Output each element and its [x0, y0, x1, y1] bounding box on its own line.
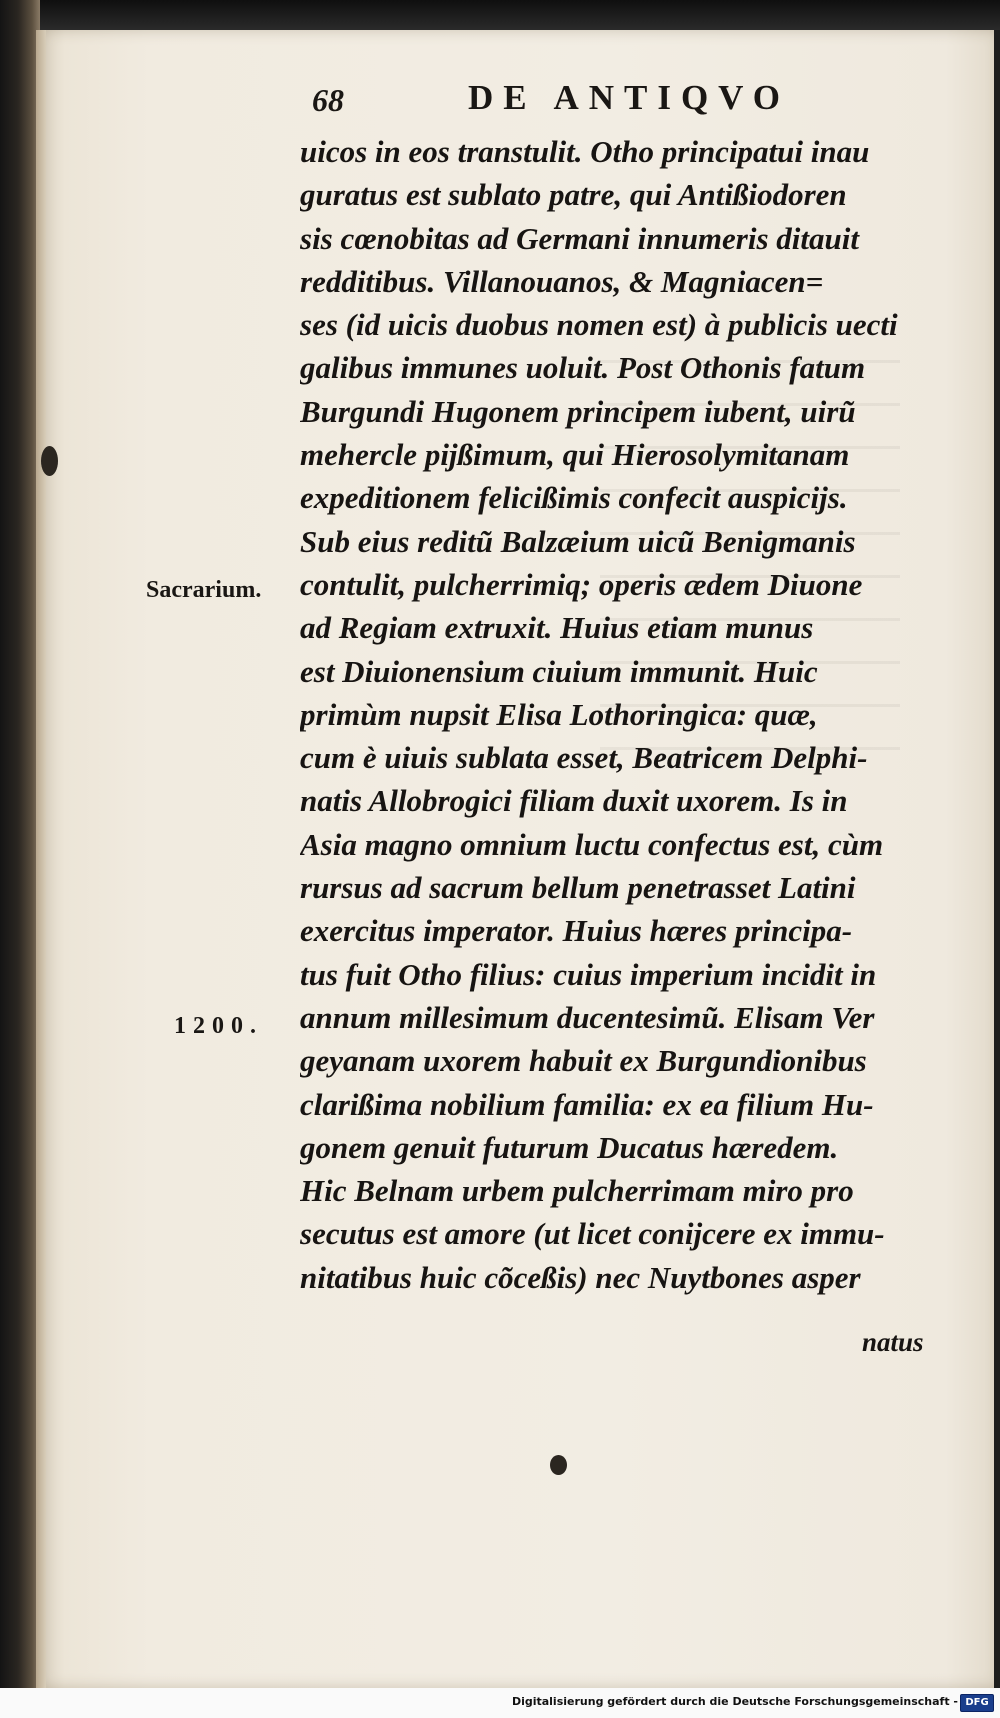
text-line: mehercle pijßimum, qui Hierosolymitanam: [300, 437, 850, 473]
text-line: nitatibus huic cõceßis) nec Nuytbones asper: [300, 1259, 861, 1295]
text-line: geyanam uxorem habuit ex Burgundionibus: [300, 1043, 867, 1079]
text-line: primùm nupsit Elisa Lothoringica: quæ,: [300, 696, 818, 732]
text-line: tus fuit Otho filius: cuius imperium incidit in: [300, 956, 877, 992]
marginal-note-sacrarium: Sacrarium.: [146, 577, 262, 603]
book-binding: [0, 0, 40, 1718]
main-text-block: [300, 130, 940, 1299]
scanner-top-strip: [0, 0, 1000, 30]
text-line: galibus immunes uoluit. Post Othonis fatum: [300, 350, 866, 386]
catchword: natus: [862, 1327, 924, 1357]
page-hole-mark: [41, 446, 58, 476]
text-line: clarißima nobilium familia: ex ea filium Hu-: [300, 1086, 874, 1122]
page-number: 68: [312, 82, 344, 118]
text-line: est Diuionensium ciuium immunit. Huic: [300, 653, 818, 689]
text-line: annum millesimum ducentesimũ. Elisam Ver: [300, 999, 875, 1035]
text-line: Asia magno omnium luctu confectus est, cùm: [300, 826, 884, 862]
text-line: redditibus. Villanouanos, & Magniacen=: [300, 263, 824, 299]
funding-credit: Digitalisierung gefördert durch die Deutsche Forschungsgemeinschaft -: [511, 1695, 958, 1708]
ink-spot-mark: [550, 1455, 567, 1475]
text-line: ses (id uicis duobus nomen est) à publicis uecti: [300, 307, 898, 343]
digitization-footer: [0, 1688, 1000, 1718]
text-line: Burgundi Hugonem principem iubent, uirũ: [300, 393, 856, 429]
dfg-logo: DFG: [960, 1694, 994, 1712]
text-line: Sub eius reditũ Balzæium uicũ Benigmanis: [300, 523, 856, 559]
text-line: rursus ad sacrum bellum penetrasset Latini: [300, 870, 856, 906]
running-title: DE ANTIQVO: [468, 78, 790, 117]
text-line: expeditionem felicißimis confecit auspicijs.: [300, 480, 848, 516]
text-line: cum è uiuis sublata esset, Beatricem Delphi-: [300, 740, 868, 776]
text-line: gonem genuit futurum Ducatus hæredem.: [300, 1129, 839, 1165]
text-line: sis cœnobitas ad Germani innumeris ditauit: [300, 220, 859, 256]
text-line: contulit, pulcherrimiq; operis ædem Diuone: [300, 566, 863, 602]
text-line: Hic Belnam urbem pulcherrimam miro pro: [300, 1173, 854, 1209]
text-line: guratus est sublato patre, qui Antißiodoren: [300, 177, 847, 213]
text-line: ad Regiam extruxit. Huius etiam munus: [300, 610, 814, 646]
text-line: exercitus imperator. Huius hæres principa-: [300, 913, 853, 949]
text-line: uicos in eos transtulit. Otho principatui inau: [300, 134, 870, 169]
text-line: natis Allobrogici filiam duxit uxorem. Is in: [300, 783, 848, 819]
page-gutter-edge: [36, 30, 46, 1688]
marginal-note-year: 1200.: [174, 1013, 263, 1039]
running-head: [300, 78, 860, 128]
text-line: secutus est amore (ut licet conijcere ex immu-: [300, 1216, 885, 1252]
